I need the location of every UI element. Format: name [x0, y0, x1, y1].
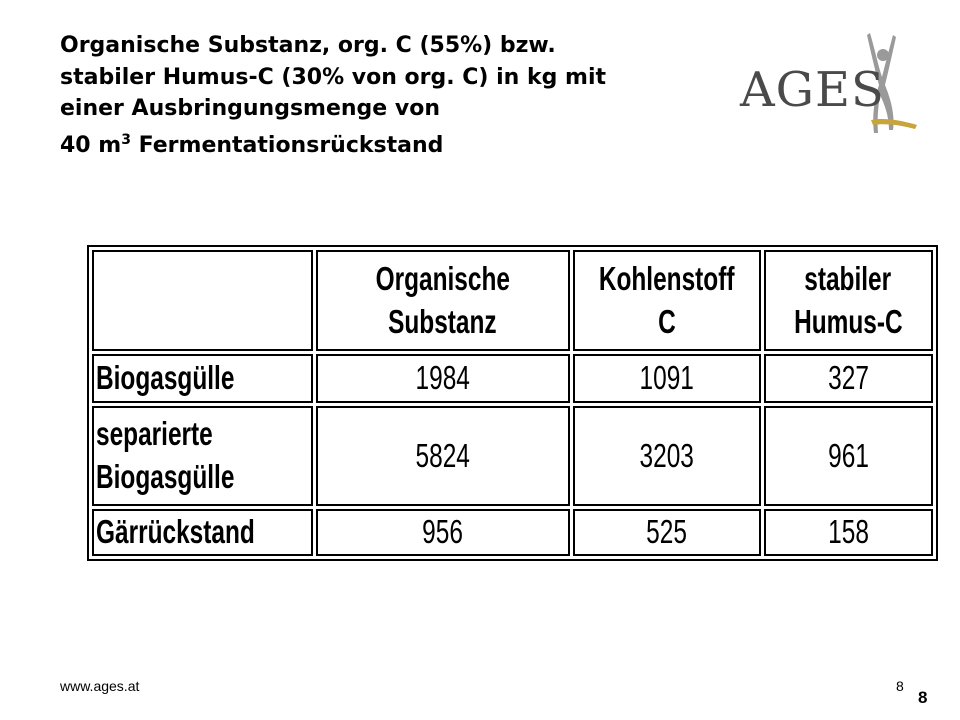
title-line-1: Organische Substanz, org. C (55%) bzw. [60, 33, 556, 58]
table-cell: 158 [764, 509, 933, 556]
logo-text: AGES [740, 62, 885, 118]
title-line-3: einer Ausbringungsmenge von [60, 96, 441, 121]
table-cell: 1984 [316, 354, 570, 403]
table-header-row [92, 250, 933, 351]
table-cell: 3203 [573, 406, 761, 506]
data-table [89, 247, 936, 559]
title-line-2: stabiler Humus-C (30% von org. C) in kg mit [60, 64, 607, 90]
header-kohlenstoff: Kohlenstoff C [573, 250, 761, 351]
data-table-frame [87, 245, 938, 561]
row-label-gaerrueckstand: Gärrückstand [92, 509, 313, 556]
row-label-biogasguelle: Biogasgülle [92, 354, 313, 403]
header-stabiler-humus: stabiler Humus-C [764, 250, 933, 351]
table-cell: 961 [764, 406, 933, 506]
table-cell: 525 [573, 509, 761, 556]
row-label-separierte-biogasguelle: separierte Biogasgülle [92, 406, 313, 506]
title-line-4-suffix: Fermentationsrückstand [130, 132, 444, 158]
table-cell: 327 [764, 354, 933, 403]
ages-logo [735, 25, 930, 140]
footer-url[interactable]: www.ages.at [60, 678, 140, 694]
header-empty-cell [92, 250, 313, 351]
footer-page-number: 8 [896, 678, 904, 694]
table-row [92, 406, 933, 506]
table-row [92, 354, 933, 403]
title-line-4-prefix: 40 m [60, 132, 122, 158]
title-superscript: 3 [121, 131, 131, 148]
table-cell: 5824 [316, 406, 570, 506]
header-organische-substanz: Organische Substanz [316, 250, 570, 351]
table-cell: 956 [316, 509, 570, 556]
slide-title [60, 30, 740, 161]
table-row [92, 509, 933, 556]
slide-number: 8 [918, 688, 928, 707]
table-cell: 1091 [573, 354, 761, 403]
